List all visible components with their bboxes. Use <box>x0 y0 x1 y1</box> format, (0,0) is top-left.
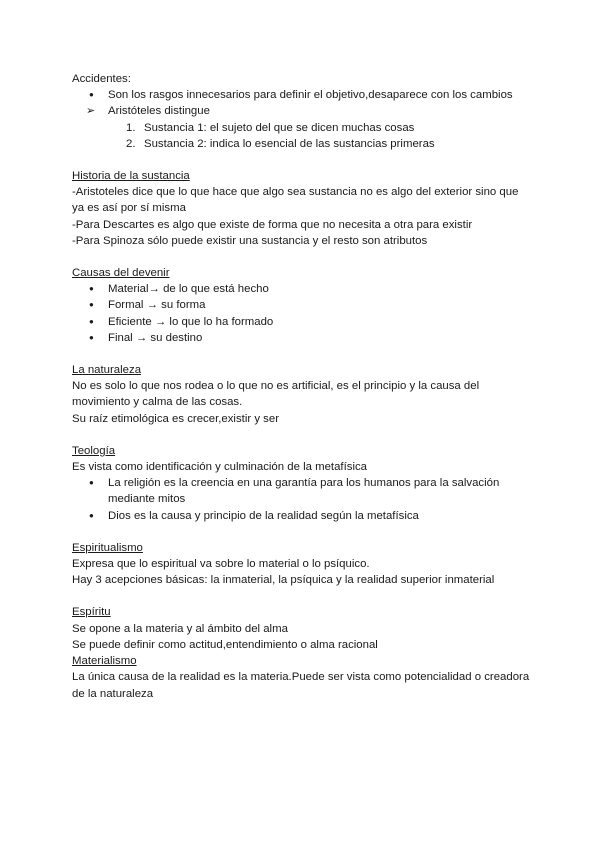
list-item: ● Final → su destino <box>72 330 532 346</box>
paragraph: Expresa que lo espiritual va sobre lo material o lo psíquico. <box>72 558 370 571</box>
section-materialismo <box>72 653 532 702</box>
document-body <box>72 71 532 702</box>
section-causas <box>72 265 532 346</box>
paragraph: -Para Descartes es algo que existe de forma que no necesita a otra para existir <box>72 218 473 231</box>
bullet-list <box>72 281 532 346</box>
paragraph: La única causa de la realidad es la materia.Puede ser vista como potencialidad o creadora de la naturaleza <box>72 671 530 700</box>
list-item: ● Material→ de lo que está hecho <box>72 281 532 297</box>
list-item: ● La religión es la creencia en una garantía para los humanos para la salvación mediante mitos <box>72 475 532 507</box>
section-accidentes <box>72 71 532 152</box>
list-item <box>72 120 532 136</box>
section-espiritualismo <box>72 540 532 589</box>
paragraph: Hay 3 acepciones básicas: la inmaterial, la psíquica y la realidad superior inmaterial <box>72 574 495 587</box>
paragraph: No es solo lo que nos rodea o lo que no es artificial, es el principio y la causa del movimiento y calma de las cosas. <box>72 380 480 409</box>
section-teologia <box>72 443 532 524</box>
paragraph: Se puede definir como actitud,entendimiento o alma racional <box>72 638 378 651</box>
list-item: ● Formal → su forma <box>72 297 532 313</box>
section-title-naturaleza: La naturaleza <box>72 364 142 377</box>
list-item: ● Eficiente → lo que lo ha formado <box>72 314 532 330</box>
section-title-accidentes: Accidentes: <box>72 73 131 85</box>
paragraph: -Para Spinoza sólo puede existir una sustancia y el resto son atributos <box>72 234 428 247</box>
bullet-list <box>72 475 532 524</box>
list-number: 2. <box>126 137 136 150</box>
section-title-causas: Causas del devenir <box>72 267 170 280</box>
list-item: ➢ Aristóteles distingue <box>72 103 532 119</box>
section-title-espiritualismo: Espiritualismo <box>72 541 143 554</box>
paragraph: -Aristoteles dice que lo que hace que algo sea sustancia no es algo del exterior sino que ya es así por sí misma <box>72 186 519 215</box>
section-title-historia: Historia de la sustancia <box>72 170 190 183</box>
paragraph: Se opone a la materia y al ámbito del alma <box>72 622 288 635</box>
bullet-list <box>72 87 532 103</box>
section-title-teologia: Teología <box>72 444 116 457</box>
list-number: 1. <box>126 121 136 134</box>
section-espiritu <box>72 604 532 653</box>
section-naturaleza <box>72 362 532 427</box>
list-item: ● Dios es la causa y principio de la realidad según la metafísica <box>72 508 532 524</box>
paragraph: Su raíz etimológica es crecer,existir y ser <box>72 412 279 425</box>
paragraph: Es vista como identificación y culminación de la metafísica <box>72 461 368 474</box>
list-item-text: Sustancia 2: indica lo esencial de las sustancias primeras <box>144 137 435 150</box>
list-item-text: Sustancia 1: el sujeto del que se dicen muchas cosas <box>144 121 415 134</box>
numbered-list <box>72 120 532 152</box>
list-item <box>72 136 532 152</box>
arrow-list <box>72 103 532 119</box>
section-title-materialismo: Materialismo <box>72 655 137 668</box>
section-title-espiritu: Espíritu <box>72 606 111 619</box>
list-item: ● Son los rasgos innecesarios para definir el objetivo,desaparece con los cambios <box>72 87 532 103</box>
section-historia <box>72 168 532 249</box>
